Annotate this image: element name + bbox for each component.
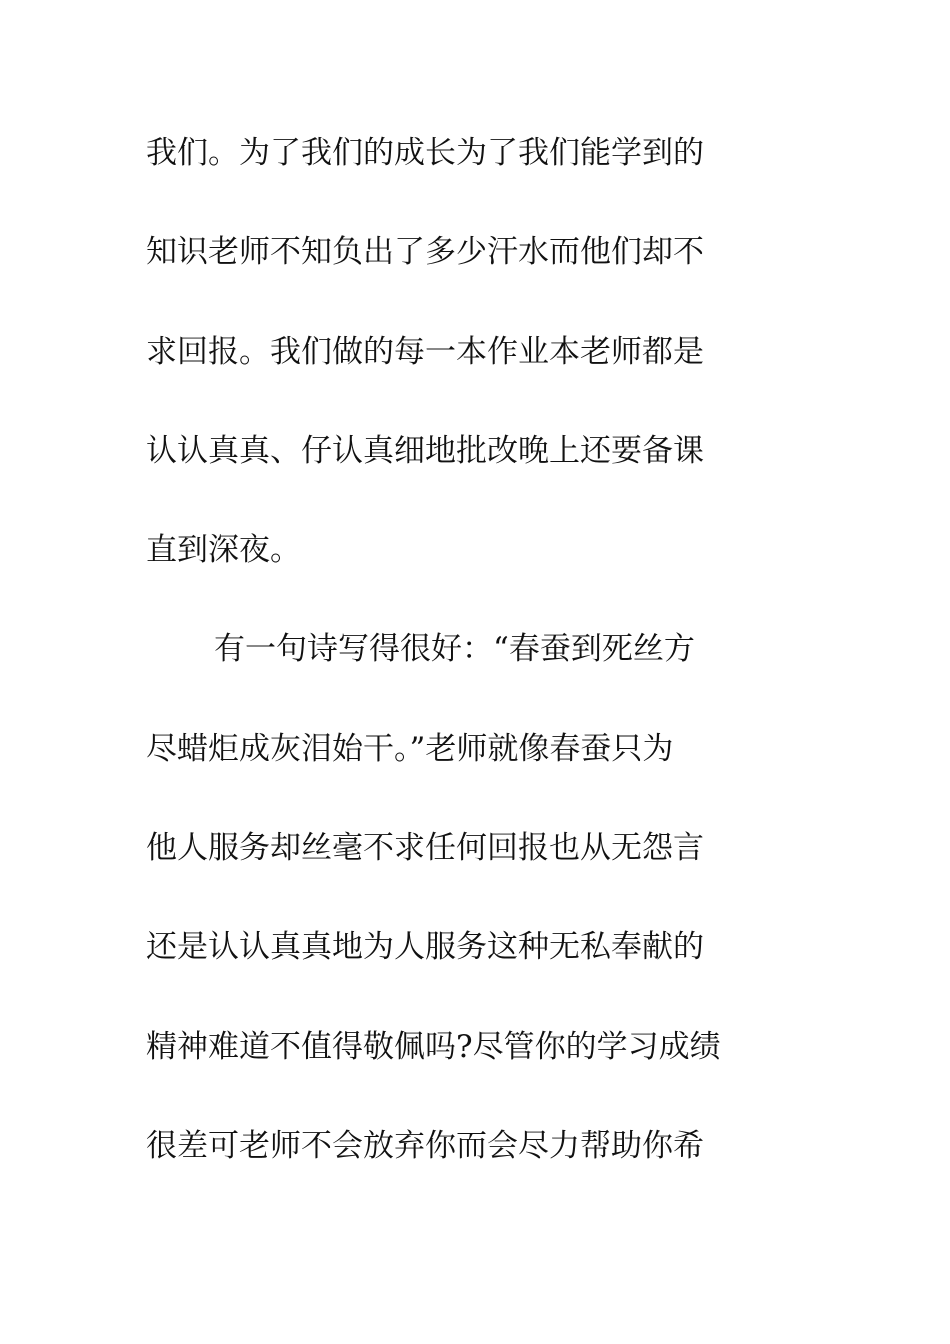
text-line: 直到深夜。 [146, 532, 301, 568]
text-line: 精神难道不值得敬佩吗?尽管你的学习成绩 [146, 1029, 721, 1065]
text-line: 很差可老师不会放弃你而会尽力帮助你希 [146, 1128, 704, 1164]
text-line: 我们。为了我们的成长为了我们能学到的 [146, 135, 704, 171]
text-line: 认认真真、仔认真细地批改晚上还要备课 [146, 433, 704, 469]
paragraph-first-line: 有一句诗写得很好：“春蚕到死丝方 [214, 631, 695, 667]
text-line: 尽蜡炬成灰泪始干。”老师就像春蚕只为 [146, 731, 674, 767]
text-line: 求回报。我们做的每一本作业本老师都是 [146, 334, 704, 370]
text-line: 他人服务却丝毫不求任何回报也从无怨言 [146, 830, 704, 866]
text-line: 知识老师不知负出了多少汗水而他们却不 [146, 234, 704, 270]
text-line: 还是认认真真地为人服务这种无私奉献的 [146, 929, 704, 965]
